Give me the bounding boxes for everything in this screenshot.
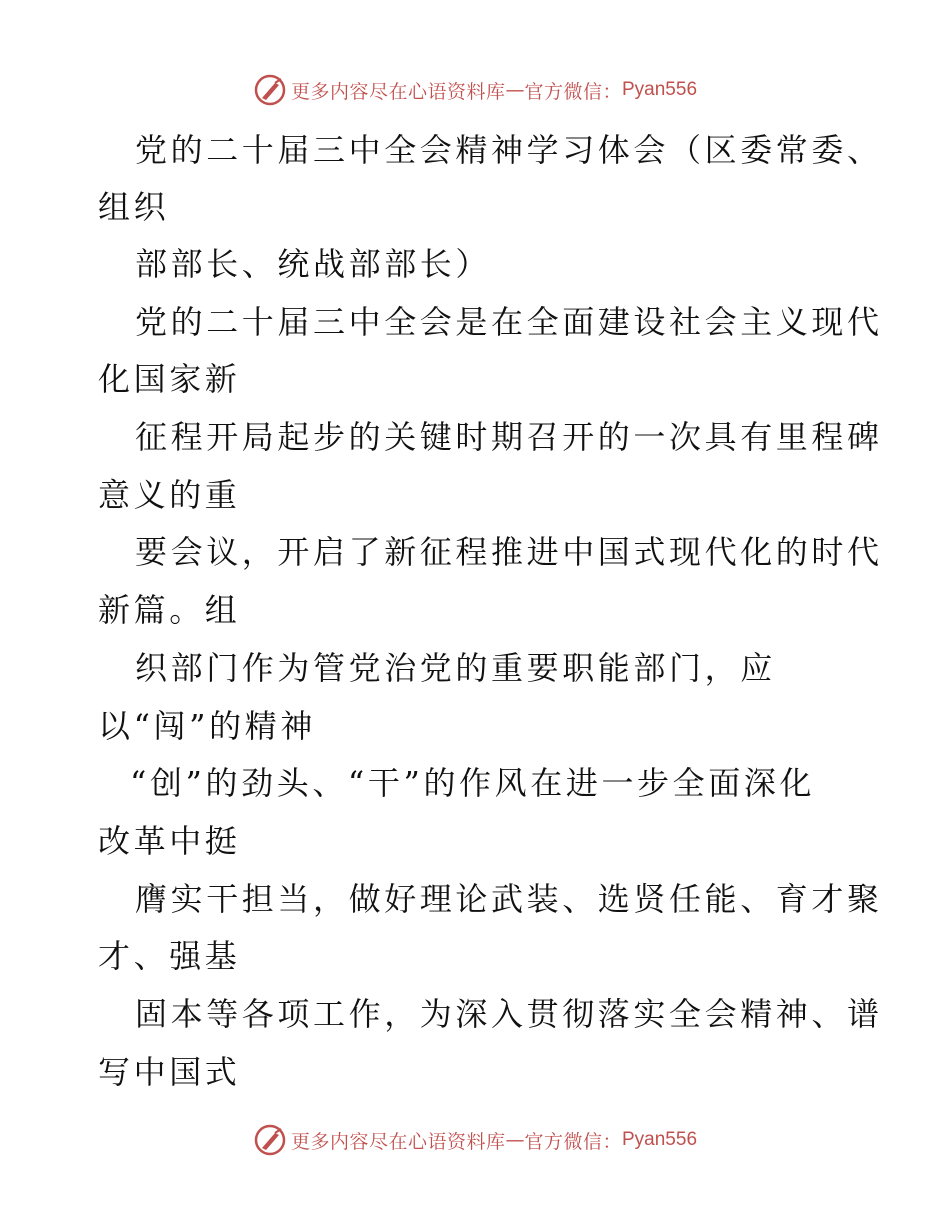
- text-line: 才、强基: [98, 937, 241, 975]
- header-watermark: [0, 70, 950, 110]
- quill-logo-icon: [253, 73, 287, 107]
- watermark-separator: —: [505, 79, 525, 101]
- text-line: 写中国式: [98, 1053, 241, 1091]
- watermark-text: 更多内容尽在心语资料库: [290, 1130, 506, 1153]
- text-line: 要会议，开启了新征程推进中国式现代化的时代: [135, 533, 883, 571]
- watermark-label: 官方微信：: [524, 1130, 622, 1153]
- text-line: “创”的劲头、“干”的作风在进一步全面深化: [130, 764, 816, 802]
- text-line: 组织: [98, 188, 170, 226]
- text-line: 织部门作为管党治党的重要职能部门，应: [135, 649, 776, 687]
- footer-watermark: [0, 1120, 950, 1160]
- text-line: 党的二十届三中全会精神学习体会（区委常委、: [135, 131, 883, 169]
- text-line: 改革中挺: [98, 822, 241, 860]
- text-line: 部部长、统战部部长）: [135, 245, 492, 283]
- text-line: 固本等各项工作，为深入贯彻落实全会精神、谱: [135, 995, 883, 1033]
- text-line: 新篇。组: [98, 591, 241, 629]
- watermark-label: 官方微信：: [524, 80, 622, 103]
- text-line: 膺实干担当，做好理论武装、选贤任能、育才聚: [135, 880, 883, 918]
- quill-logo-icon: [253, 1123, 287, 1157]
- text-line: 以“闯”的精神: [98, 707, 316, 745]
- watermark-id: Pyan556: [622, 1129, 698, 1150]
- text-line: 化国家新: [98, 360, 241, 398]
- text-line: 意义的重: [98, 476, 241, 514]
- text-line: 征程开局起步的关键时期召开的一次具有里程碑: [135, 418, 883, 456]
- watermark-text: 更多内容尽在心语资料库: [290, 80, 506, 103]
- text-line: 党的二十届三中全会是在全面建设社会主义现代: [135, 303, 883, 341]
- watermark-separator: —: [505, 1129, 525, 1151]
- watermark-id: Pyan556: [622, 79, 698, 100]
